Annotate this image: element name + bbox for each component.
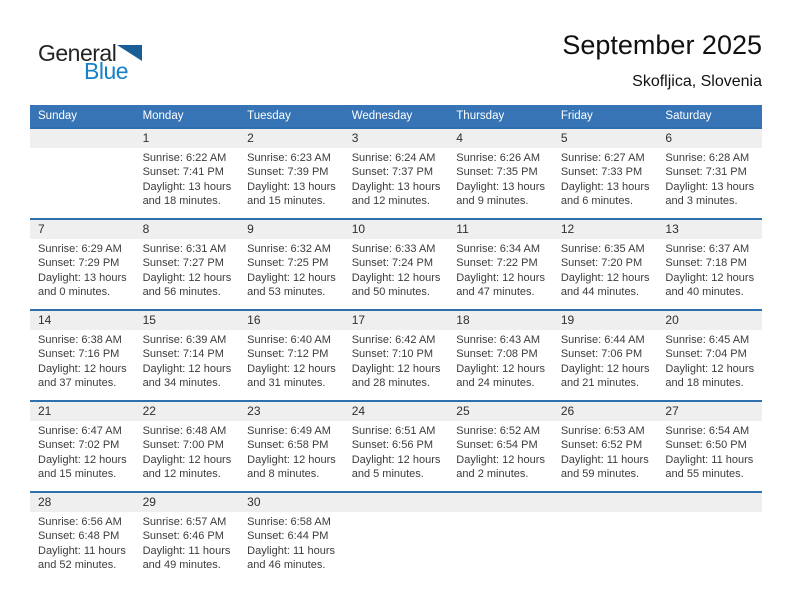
daylight-text: Daylight: 13 hours and 0 minutes. [38, 271, 127, 299]
daylight-text: Daylight: 12 hours and 44 minutes. [560, 271, 650, 299]
sunrise-text: Sunrise: 6:51 AM [351, 425, 436, 437]
weekday-header-saturday: Saturday [665, 110, 712, 122]
daylight-text: Daylight: 12 hours and 5 minutes. [351, 453, 441, 481]
daylight-text: Daylight: 13 hours and 18 minutes. [142, 180, 232, 208]
day-number: 11 [448, 220, 553, 239]
day-number: 6 [657, 129, 762, 148]
day-info [239, 239, 344, 300]
calendar-cell-empty [30, 129, 135, 218]
day-info [344, 148, 449, 209]
daylight-text: Daylight: 12 hours and 24 minutes. [456, 362, 545, 390]
sunrise-text: Sunrise: 6:23 AM [247, 152, 331, 164]
sunrise-text: Sunrise: 6:27 AM [560, 152, 645, 164]
day-number [657, 493, 762, 512]
sunrise-text: Sunrise: 6:45 AM [665, 334, 750, 346]
daylight-text: Daylight: 13 hours and 3 minutes. [665, 180, 755, 208]
calendar-cell [657, 129, 762, 218]
weekday-header-row [30, 105, 762, 127]
day-info [30, 148, 135, 151]
sunrise-text: Sunrise: 6:39 AM [142, 334, 227, 346]
day-info [135, 512, 240, 573]
calendar-cell [448, 220, 553, 309]
sunset-text: Sunset: 7:39 PM [247, 166, 329, 179]
day-info [448, 330, 553, 391]
sunrise-text: Sunrise: 6:31 AM [142, 243, 227, 255]
sunrise-text: Sunrise: 6:47 AM [38, 425, 122, 437]
sunrise-text: Sunrise: 6:42 AM [351, 334, 436, 346]
sunset-text: Sunset: 7:16 PM [38, 348, 120, 361]
day-info [553, 512, 658, 515]
day-info [239, 421, 344, 482]
calendar-grid [30, 105, 762, 582]
day-number: 14 [30, 311, 135, 330]
day-number [344, 493, 449, 512]
weekday-header-friday: Friday [560, 110, 593, 122]
day-info [448, 512, 553, 515]
daylight-text: Daylight: 12 hours and 34 minutes. [142, 362, 232, 390]
calendar-cell [553, 311, 658, 400]
sunset-text: Sunset: 6:44 PM [247, 530, 329, 543]
sunrise-text: Sunrise: 6:52 AM [456, 425, 541, 437]
sunrise-text: Sunrise: 6:33 AM [351, 243, 436, 255]
day-info [344, 512, 449, 515]
sunset-text: Sunset: 7:18 PM [665, 257, 747, 270]
calendar-cell [448, 311, 553, 400]
day-info [344, 330, 449, 391]
day-number: 10 [344, 220, 449, 239]
sunrise-text: Sunrise: 6:49 AM [247, 425, 331, 437]
day-number: 4 [448, 129, 553, 148]
day-info [553, 239, 658, 300]
calendar-cell [657, 311, 762, 400]
day-info [448, 421, 553, 482]
sunset-text: Sunset: 7:08 PM [456, 348, 538, 361]
calendar-cell [657, 220, 762, 309]
sunset-text: Sunset: 7:06 PM [560, 348, 643, 361]
sunrise-text: Sunrise: 6:37 AM [665, 243, 750, 255]
sunset-text: Sunset: 7:41 PM [142, 166, 224, 179]
day-number: 18 [448, 311, 553, 330]
daylight-text: Daylight: 11 hours and 59 minutes. [560, 453, 649, 481]
day-info [448, 239, 553, 300]
page-title: September 2025 [562, 30, 762, 60]
calendar-cell [239, 402, 344, 491]
day-number: 23 [239, 402, 344, 421]
sunset-text: Sunset: 7:20 PM [560, 257, 643, 270]
day-info [657, 239, 762, 300]
calendar-cell [553, 402, 658, 491]
day-number: 24 [344, 402, 449, 421]
sunset-text: Sunset: 6:54 PM [456, 439, 538, 452]
day-number: 8 [135, 220, 240, 239]
day-info [239, 148, 344, 209]
day-number: 16 [239, 311, 344, 330]
weekday-header-thursday: Thursday [456, 110, 505, 122]
sunrise-text: Sunrise: 6:44 AM [560, 334, 645, 346]
day-number: 27 [657, 402, 762, 421]
sunrise-text: Sunrise: 6:53 AM [560, 425, 645, 437]
day-number: 5 [553, 129, 658, 148]
calendar-cell [448, 402, 553, 491]
daylight-text: Daylight: 11 hours and 52 minutes. [38, 544, 126, 572]
day-number: 28 [30, 493, 135, 512]
sunrise-text: Sunrise: 6:29 AM [38, 243, 122, 255]
calendar-cell [239, 311, 344, 400]
calendar-cell [135, 493, 240, 582]
day-number: 9 [239, 220, 344, 239]
day-info [135, 148, 240, 209]
day-number: 21 [30, 402, 135, 421]
calendar-cell [448, 129, 553, 218]
calendar-cell-empty [448, 493, 553, 582]
sunset-text: Sunset: 7:00 PM [142, 439, 224, 452]
day-number: 22 [135, 402, 240, 421]
title-block [562, 28, 762, 92]
daylight-text: Daylight: 12 hours and 37 minutes. [38, 362, 127, 390]
calendar-cell [239, 129, 344, 218]
sunset-text: Sunset: 6:58 PM [247, 439, 329, 452]
calendar-cell [344, 129, 449, 218]
calendar-cell [135, 220, 240, 309]
daylight-text: Daylight: 12 hours and 18 minutes. [665, 362, 755, 390]
sunrise-text: Sunrise: 6:26 AM [456, 152, 541, 164]
day-number: 3 [344, 129, 449, 148]
calendar-cell [239, 220, 344, 309]
sunrise-text: Sunrise: 6:24 AM [351, 152, 436, 164]
day-info [344, 421, 449, 482]
sunset-text: Sunset: 7:31 PM [665, 166, 747, 179]
weekday-header-monday: Monday [142, 110, 184, 122]
calendar-cell [30, 220, 135, 309]
sunset-text: Sunset: 6:46 PM [142, 530, 224, 543]
sunset-text: Sunset: 6:48 PM [38, 530, 120, 543]
sunrise-text: Sunrise: 6:58 AM [247, 516, 331, 528]
sunset-text: Sunset: 7:02 PM [38, 439, 120, 452]
calendar-cell [553, 220, 658, 309]
week-row-1 [30, 127, 762, 218]
daylight-text: Daylight: 11 hours and 49 minutes. [142, 544, 231, 572]
sunrise-text: Sunrise: 6:34 AM [456, 243, 541, 255]
day-number: 19 [553, 311, 658, 330]
sunset-text: Sunset: 7:27 PM [142, 257, 224, 270]
weekday-header-sunday: Sunday [38, 110, 78, 122]
daylight-text: Daylight: 13 hours and 15 minutes. [247, 180, 336, 208]
day-info [239, 330, 344, 391]
sunset-text: Sunset: 6:56 PM [351, 439, 434, 452]
day-number [553, 493, 658, 512]
day-info [553, 330, 658, 391]
sunrise-text: Sunrise: 6:28 AM [665, 152, 750, 164]
daylight-text: Daylight: 12 hours and 47 minutes. [456, 271, 545, 299]
daylight-text: Daylight: 12 hours and 2 minutes. [456, 453, 545, 481]
sunset-text: Sunset: 7:35 PM [456, 166, 538, 179]
week-row-3 [30, 309, 762, 400]
day-number: 17 [344, 311, 449, 330]
calendar-cell [135, 402, 240, 491]
sunrise-text: Sunrise: 6:54 AM [665, 425, 750, 437]
daylight-text: Daylight: 13 hours and 6 minutes. [560, 180, 650, 208]
day-number: 30 [239, 493, 344, 512]
calendar-cell [553, 129, 658, 218]
sunset-text: Sunset: 7:24 PM [351, 257, 434, 270]
sunrise-text: Sunrise: 6:57 AM [142, 516, 227, 528]
daylight-text: Daylight: 13 hours and 12 minutes. [351, 180, 441, 208]
daylight-text: Daylight: 12 hours and 28 minutes. [351, 362, 441, 390]
sunset-text: Sunset: 7:04 PM [665, 348, 747, 361]
day-info [135, 239, 240, 300]
daylight-text: Daylight: 11 hours and 46 minutes. [247, 544, 335, 572]
daylight-text: Daylight: 12 hours and 31 minutes. [247, 362, 336, 390]
calendar-cell [135, 311, 240, 400]
day-info [30, 239, 135, 300]
sunset-text: Sunset: 7:10 PM [351, 348, 434, 361]
day-info [30, 421, 135, 482]
daylight-text: Daylight: 12 hours and 21 minutes. [560, 362, 650, 390]
sunrise-text: Sunrise: 6:22 AM [142, 152, 227, 164]
daylight-text: Daylight: 11 hours and 55 minutes. [665, 453, 754, 481]
sunrise-text: Sunrise: 6:48 AM [142, 425, 227, 437]
sunset-text: Sunset: 7:33 PM [560, 166, 643, 179]
day-number: 1 [135, 129, 240, 148]
calendar-cell-empty [553, 493, 658, 582]
calendar-cell-empty [657, 493, 762, 582]
day-number [30, 129, 135, 148]
sunrise-text: Sunrise: 6:40 AM [247, 334, 331, 346]
day-number: 25 [448, 402, 553, 421]
sunset-text: Sunset: 7:25 PM [247, 257, 329, 270]
calendar-cell [30, 311, 135, 400]
day-info [657, 512, 762, 515]
daylight-text: Daylight: 12 hours and 8 minutes. [247, 453, 336, 481]
sunset-text: Sunset: 7:22 PM [456, 257, 538, 270]
day-number: 29 [135, 493, 240, 512]
daylight-text: Daylight: 12 hours and 50 minutes. [351, 271, 441, 299]
sunrise-text: Sunrise: 6:56 AM [38, 516, 122, 528]
day-info [657, 330, 762, 391]
daylight-text: Daylight: 13 hours and 9 minutes. [456, 180, 545, 208]
day-number: 15 [135, 311, 240, 330]
sunset-text: Sunset: 6:50 PM [665, 439, 747, 452]
daylight-text: Daylight: 12 hours and 40 minutes. [665, 271, 755, 299]
day-info [135, 421, 240, 482]
week-row-5 [30, 491, 762, 582]
calendar-cell [135, 129, 240, 218]
day-info [657, 148, 762, 209]
day-info [30, 512, 135, 573]
logo-text-blue: Blue [84, 58, 129, 84]
daylight-text: Daylight: 12 hours and 53 minutes. [247, 271, 336, 299]
daylight-text: Daylight: 12 hours and 12 minutes. [142, 453, 232, 481]
day-info [448, 148, 553, 209]
day-number: 2 [239, 129, 344, 148]
sunrise-text: Sunrise: 6:43 AM [456, 334, 541, 346]
calendar-cell [30, 402, 135, 491]
day-info [657, 421, 762, 482]
calendar-cell [344, 311, 449, 400]
calendar-cell [30, 493, 135, 582]
weekday-header-tuesday: Tuesday [247, 110, 291, 122]
logo-text-general: General [38, 40, 117, 66]
calendar-cell [657, 402, 762, 491]
calendar-cell [344, 402, 449, 491]
sunset-text: Sunset: 7:12 PM [247, 348, 329, 361]
page-subtitle: Skofljica, Slovenia [632, 73, 762, 90]
week-row-4 [30, 400, 762, 491]
day-info [553, 148, 658, 209]
sunset-text: Sunset: 7:29 PM [38, 257, 120, 270]
daylight-text: Daylight: 12 hours and 56 minutes. [142, 271, 232, 299]
sunrise-text: Sunrise: 6:32 AM [247, 243, 331, 255]
sunset-text: Sunset: 6:52 PM [560, 439, 643, 452]
day-info [30, 330, 135, 391]
day-number: 13 [657, 220, 762, 239]
general-blue-logo [38, 42, 142, 82]
sunrise-text: Sunrise: 6:35 AM [560, 243, 645, 255]
sunset-text: Sunset: 7:37 PM [351, 166, 434, 179]
day-number: 26 [553, 402, 658, 421]
sunrise-text: Sunrise: 6:38 AM [38, 334, 122, 346]
day-info [135, 330, 240, 391]
day-number [448, 493, 553, 512]
day-info [239, 512, 344, 573]
week-row-2 [30, 218, 762, 309]
day-number: 12 [553, 220, 658, 239]
day-info [344, 239, 449, 300]
calendar-cell [239, 493, 344, 582]
calendar-cell-empty [344, 493, 449, 582]
calendar-cell [344, 220, 449, 309]
day-number: 20 [657, 311, 762, 330]
day-info [553, 421, 658, 482]
day-number: 7 [30, 220, 135, 239]
daylight-text: Daylight: 12 hours and 15 minutes. [38, 453, 127, 481]
sunset-text: Sunset: 7:14 PM [142, 348, 224, 361]
weekday-header-wednesday: Wednesday [351, 110, 413, 122]
